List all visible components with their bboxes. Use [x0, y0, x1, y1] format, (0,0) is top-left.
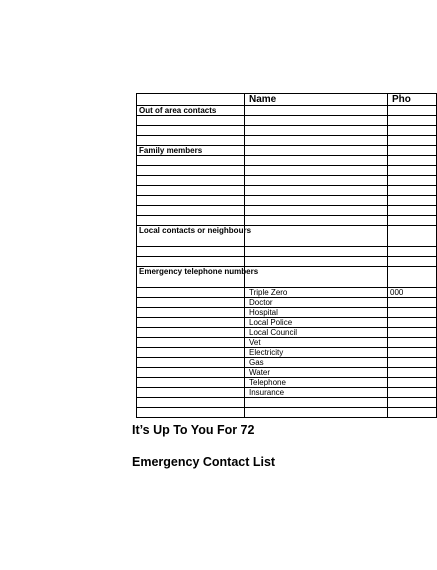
- cell: [137, 318, 245, 328]
- cell: [388, 176, 437, 186]
- cell: [245, 247, 388, 257]
- cell: [137, 216, 245, 226]
- table-row: [137, 206, 437, 216]
- cell: [245, 257, 388, 267]
- service-phone: [388, 378, 437, 388]
- table-row: [137, 348, 437, 358]
- cell: [388, 206, 437, 216]
- table-row: [137, 156, 437, 166]
- service-phone: [388, 298, 437, 308]
- section-label-family: Family members: [137, 146, 245, 156]
- section-label-local: Local contacts or neighbours: [137, 226, 245, 247]
- cell: [388, 398, 437, 408]
- cell: [245, 398, 388, 408]
- table-row: [137, 358, 437, 368]
- cell: [137, 348, 245, 358]
- cell: [245, 186, 388, 196]
- cell: [388, 196, 437, 206]
- emergency-services-rows: [137, 288, 437, 398]
- header-blank: [137, 94, 245, 106]
- service-name: Doctor: [245, 298, 388, 308]
- cell: [245, 126, 388, 136]
- service-phone: [388, 358, 437, 368]
- table-row: [137, 388, 437, 398]
- table-row: [137, 398, 437, 408]
- service-phone: [388, 388, 437, 398]
- service-name: Local Police: [245, 318, 388, 328]
- cell: [137, 288, 245, 298]
- cell: [137, 186, 245, 196]
- cell: [388, 146, 437, 156]
- cell: [137, 308, 245, 318]
- header-row: [137, 94, 437, 106]
- service-phone: [388, 308, 437, 318]
- service-name: Insurance: [245, 388, 388, 398]
- table-row: [137, 257, 437, 267]
- section-label-out-of-area: Out of area contacts: [137, 106, 245, 116]
- cell: [388, 126, 437, 136]
- table-row: [137, 216, 437, 226]
- cell: [245, 267, 388, 288]
- cell: [137, 126, 245, 136]
- cell: [137, 368, 245, 378]
- service-name: Water: [245, 368, 388, 378]
- table-row: [137, 126, 437, 136]
- cell: [137, 358, 245, 368]
- table-row: [137, 318, 437, 328]
- service-phone: [388, 318, 437, 328]
- table-row: [137, 368, 437, 378]
- table-row: [137, 196, 437, 206]
- cell: [137, 338, 245, 348]
- cell: [388, 267, 437, 288]
- table-row: [137, 298, 437, 308]
- cell: [388, 156, 437, 166]
- service-name: Local Council: [245, 328, 388, 338]
- table-row: [137, 328, 437, 338]
- cell: [245, 156, 388, 166]
- cell: [137, 176, 245, 186]
- table-row: [137, 408, 437, 418]
- service-name: Triple Zero: [245, 288, 388, 298]
- service-phone: [388, 368, 437, 378]
- service-name: Gas: [245, 358, 388, 368]
- cell: [137, 206, 245, 216]
- cell: [245, 116, 388, 126]
- section-label-emergency: Emergency telephone numbers: [137, 267, 245, 288]
- cell: [137, 247, 245, 257]
- cell: [245, 106, 388, 116]
- cell: [388, 166, 437, 176]
- cell: [388, 247, 437, 257]
- cell: [137, 156, 245, 166]
- cell: [137, 408, 245, 418]
- table-row: [137, 378, 437, 388]
- cell: [245, 216, 388, 226]
- cell: [137, 328, 245, 338]
- table-row: [137, 308, 437, 318]
- service-name: Vet: [245, 338, 388, 348]
- service-name: Electricity: [245, 348, 388, 358]
- service-phone: [388, 338, 437, 348]
- cell: [245, 206, 388, 216]
- cell: [245, 146, 388, 156]
- cell: [388, 186, 437, 196]
- cell: [245, 408, 388, 418]
- cell: [245, 176, 388, 186]
- cell: [137, 136, 245, 146]
- cell: [137, 398, 245, 408]
- cell: [137, 378, 245, 388]
- cell: [388, 226, 437, 247]
- cell: [388, 136, 437, 146]
- cell: [245, 196, 388, 206]
- table-row: [137, 247, 437, 257]
- cell: [137, 196, 245, 206]
- header-name: Name: [245, 94, 388, 106]
- service-phone: [388, 328, 437, 338]
- cell: [388, 116, 437, 126]
- cell: [388, 257, 437, 267]
- cell: [137, 298, 245, 308]
- cell: [245, 166, 388, 176]
- section-row-out-of-area: [137, 106, 437, 116]
- header-phone: Pho: [388, 94, 437, 106]
- cell: [388, 408, 437, 418]
- cell: [137, 257, 245, 267]
- cell: [137, 388, 245, 398]
- cell: [245, 136, 388, 146]
- service-name: Telephone: [245, 378, 388, 388]
- service-phone: 000: [388, 288, 437, 298]
- cell: [137, 116, 245, 126]
- table-row: [137, 186, 437, 196]
- table-row: [137, 338, 437, 348]
- section-row-emergency: [137, 267, 437, 288]
- table-row: [137, 116, 437, 126]
- caption-72-hours: It’s Up To You For 72: [132, 423, 255, 437]
- section-row-family: [137, 146, 437, 156]
- table-row: [137, 176, 437, 186]
- cell: [245, 226, 388, 247]
- table-row: [137, 166, 437, 176]
- service-phone: [388, 348, 437, 358]
- table-row: [137, 288, 437, 298]
- cell: [388, 106, 437, 116]
- caption-contact-list: Emergency Contact List: [132, 455, 276, 469]
- cell: [388, 216, 437, 226]
- table-row: [137, 136, 437, 146]
- emergency-contacts-table: [136, 93, 437, 418]
- section-row-local: [137, 226, 437, 247]
- service-name: Hospital: [245, 308, 388, 318]
- cell: [137, 166, 245, 176]
